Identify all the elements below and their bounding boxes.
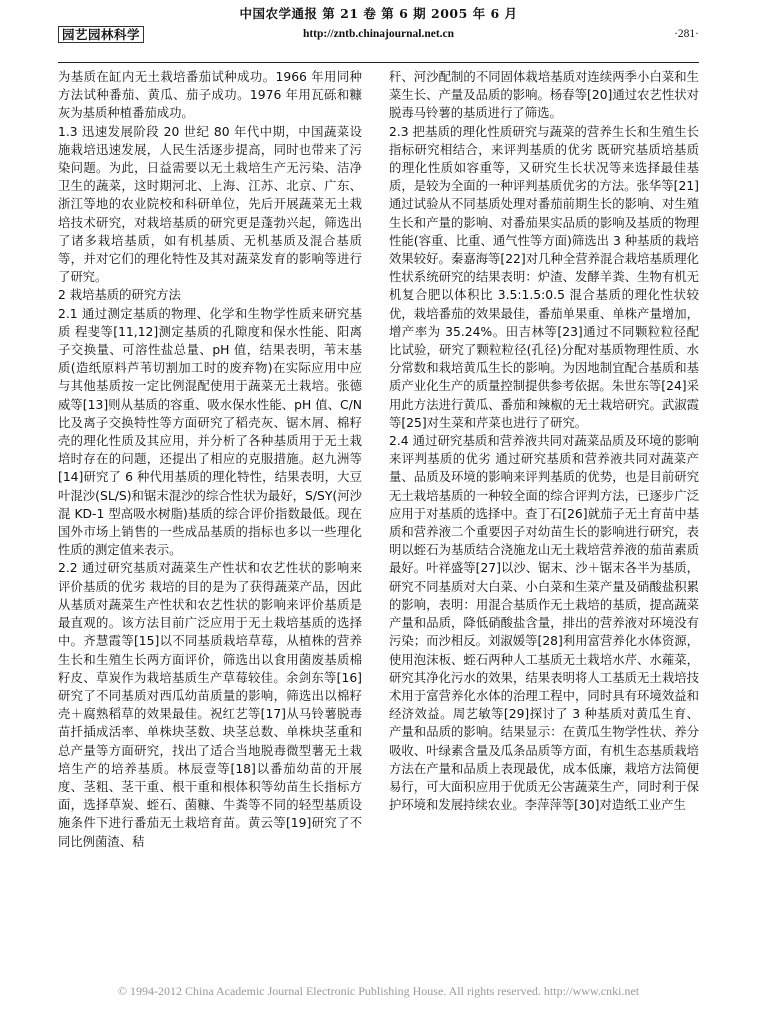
paragraph-2-1: 2.1 通过测定基质的物理、化学和生物学性质来研究基质 程斐等[11,12]测定基质的孔隙度和保水性能、阳离子交换量、可溶性盐总量、pH 值，结果表明，苇末基质(造纸原料芦苇切割加工时的废弃物)在实际应用中应与其他基质按一定比例混配使用于蔬菜无土栽培。张德威等[13]则从基质的容重、吸水保水性能、pH 值、C/N 比及离子交换特性等方面研究了稻壳灰、锯木屑、棉籽壳的理化性质及其应用，并分析了各种基质用于无土栽培时存在的问题，还提出了相应的克服措施。赵九洲等[14]研究了 6 种代用基质的理化特性，结果表明，大豆叶混沙(SL/S)和锯末混沙的综合性状为最好，S/SY(河沙混 KD-1 型高吸水树脂)基质的综合评价指数最低。现在国外市场上销售的一些成品基质的指标也多以一些理化性质的测定值来表示。 xyxy=(58,306,362,558)
paragraph-1-2: 为基质在缸内无土栽培番茄试种成功。1966 年用同种方法试种番茄、黄瓜、茄子成功。1976 年用瓦砾和糠灰为基质种植番茄成功。 xyxy=(58,70,362,121)
paragraph-2-3: 2.3 把基质的理化性质研究与蔬菜的营养生长和生殖生长指标研究相结合，来评判基质的优劣 既研究基质培基质的理化性质如容重等，又研究生长状况等来选择最佳基质，是较为全面的一种评判基质优劣的方法。张华等[21]通过试验从不同基质处理对番茄前期生长的影响、对生殖生长和产量的影响、对番茄果实品质的影响及基质的物理性能(容重、比重、通气性等方面)筛选出 3 种基质的栽培效果较好。秦嘉海等[22]对几种全营养混合栽培基质理化性状系统研究的结果表明：炉渣、发酵羊粪、生物有机无机复合肥以体积比 3.5:1.5:0.5 混合基质的理化性状较优，栽培番茄的效果最佳，番茄单果重、单株产量增加，增产率为 35.24%。田吉林等[23]通过不同颗粒粒径配比试验，研究了颗粒粒径(孔径)分配对基质物理性质、水分常数和栽培黄瓜生长的影响。为因地制宜配合基质和基质产业化生产的质量控制提供参考依据。朱世东等[24]采用此方法进行黄瓜、番茄和辣椒的无土栽培研究。武淑霞等[25]对生菜和芹菜也进行了研究。 xyxy=(389,124,699,430)
running-header xyxy=(58,26,699,46)
section-heading-2: 2 栽培基质的研究方法 xyxy=(58,288,181,303)
copyright-footer: © 1994-2012 China Academic Journal Electronic Publishing House. All rights reserved. http://www.cnki.net xyxy=(117,984,640,998)
journal-url[interactable]: http://zntb.chinajournal.net.cn xyxy=(302,28,455,40)
paragraph-2-4: 2.4 通过研究基质和营养液共同对蔬菜品质及环境的影响来评判基质的优劣 通过研究基质和营养液共同对蔬菜产量、品质及环境的影响来评判基质的优势，也是目前研究无土栽培基质的一种较全面的综合评判方法，已逐步广泛应用于对基质的选择中。查丁石[26]就茄子无土育苗中基质和营养液二个重要因子对幼苗生长的影响进行研究，表明以蛭石为基质结合浇施龙山无土栽培营养液的茄苗素质最好。叶祥盛等[27]以沙、锯末、沙＋锯末各半为基质，研究不同基质对大白菜、小白菜和生菜产量及硝酸盐积累的影响，表明：用混合基质作无土栽培的基质，提高蔬菜产量和品质，降低硝酸盐含量，排出的营养液对环境没有污染；而沙相反。刘淑媛等[28]利用富营养化水体资源，使用泡沫板、蛭石两种人工基质无土栽培水芹、水蕹菜，研究其净化污水的效果，结果表明将人工基质无土栽培技术用于富营养化水体的治理工程中，同时具有环境效益和经济效益。周艺敏等[29]探讨了 3 种基质对黄瓜生育、产量和品质的影响。结果显示：在黄瓜生物学性状、养分吸收、叶绿素含量及瓜条品质等方面，有机生态基质栽培方法在产量和品质上表现最优，成本低廉，栽培方法简便易行，可大面积应用于优质无公害蔬菜生产，同时利于保护环境和发展持续农业。李萍萍等[30]对造纸工业产生 xyxy=(389,434,699,813)
journal-title: 中国农学通报 第 21 卷 第 6 期 2005 年 6 月 xyxy=(239,6,518,21)
page-number: ·281· xyxy=(674,28,699,40)
section-label: 园艺园林科学 xyxy=(58,26,144,43)
left-column xyxy=(58,68,362,851)
paragraph-2-2: 2.2 通过研究基质对蔬菜生产性状和农艺性状的影响来评价基质的优劣 栽培的目的是为了获得蔬菜产品，因此从基质对蔬菜生产性状和农艺性状的影响来评价基质是最直观的。该方法目前广泛应用于无土栽培基质的选择中。齐慧霞等[15]以不同基质栽培草莓，从植株的营养生长和生殖生长两方面评价，筛选出以食用菌废基质棉籽皮、草炭作为栽培基质生产草莓较佳。余剑东等[16]研究了不同基质对西瓜幼苗质量的影响，筛选出以棉籽壳＋腐熟稻草的效果最佳。祝红艺等[17]从马铃薯脱毒苗扦插成活率、单株块茎数、块茎总数、单株块茎重和总产量等方面研究，找出了适合当地脱毒微型薯无土栽培生产的培养基质。林辰壹等[18]以番茄幼苗的开展度、茎粗、茎干重、根干重和根体积等幼苗生长指标方面，选择草炭、蛭石、菌糠、牛粪等不同的轻型基质设施条件下进行番茄无土栽培育苗。黄云等[19]研究了不同比例菌渣、秸 xyxy=(58,561,362,849)
header-rule xyxy=(58,62,699,63)
paragraph-1-3: 1.3 迅速发展阶段 20 世纪 80 年代中期，中国蔬菜设施栽培迅速发展，人民生活逐步提高，同时也带来了污染问题。为此，日益需要以无土栽培生产无污染、洁净卫生的蔬菜，这时期河北、上海、江苏、北京、广东、浙江等地的农业院校和科研单位，先后开展蔬菜无土栽培技术研究，对栽培基质的研究更是蓬勃兴起，筛选出了诸多栽培基质，如有机基质、无机基质及混合基质等，并对它们的理化特性及其对蔬菜发育的影响等进行了研究。 xyxy=(58,124,362,285)
paragraph-2-2-cont: 秆、河沙配制的不同固体栽培基质对连续两季小白菜和生菜生长、产量及品质的影响。杨春等[20]通过农艺性状对脱毒马铃薯的基质进行了筛选。 xyxy=(389,70,699,121)
right-column xyxy=(389,68,699,814)
